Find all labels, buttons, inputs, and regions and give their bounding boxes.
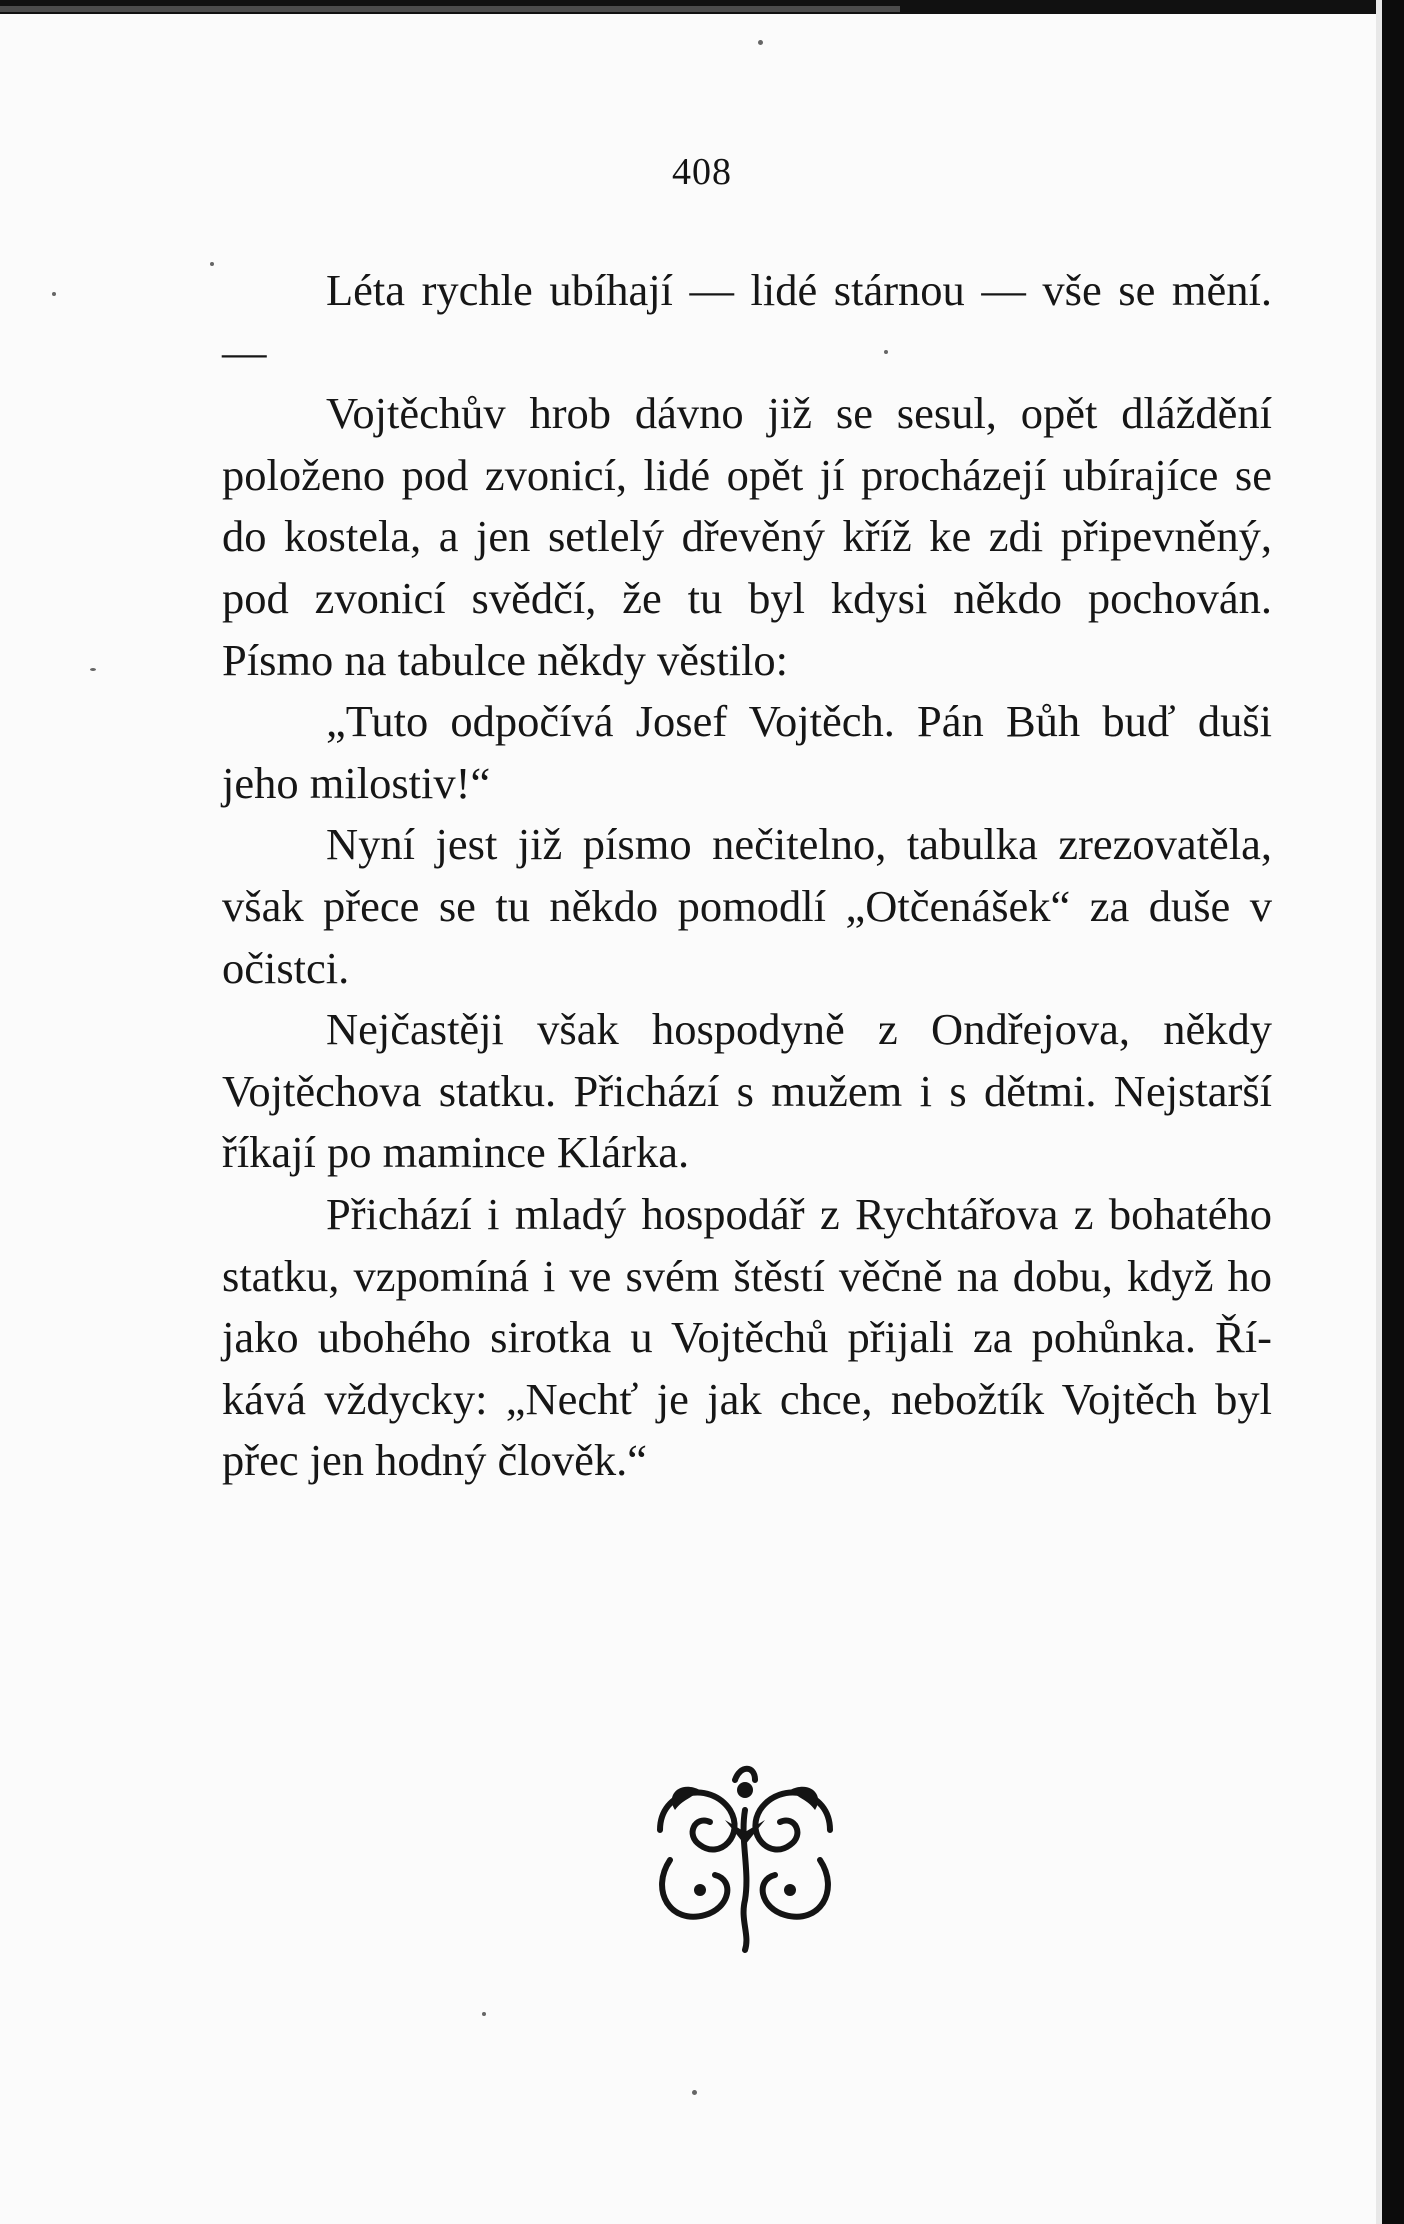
scan-speck [758,40,763,45]
paragraph-2: Vojtěchův hrob dávno již se sesul, opět dláždění položeno pod zvonicí, lidé opět jí procházejí ubírajíce se do kostela, a jen setlelý dřevěný kříž ke zdi připevněný, pod zvonicí svědčí, že tu byl kdysi někdo pochován. Písmo na tabulce někdy věstilo: [222,388,1272,685]
body-text [222,260,1272,1492]
page-number: 408 [672,151,732,193]
scan-top-edge-shade [0,6,900,12]
floral-vignette-icon [640,1750,850,1960]
paragraph-3: „Tuto odpočívá Josef Vojtěch. Pán Bůh buď duši jeho milostiv!“ [222,696,1272,808]
scan-speck [692,2090,697,2095]
paragraph-5: Nejčastěji však hospodyně z Ondřejova, někdy Vojtěchova statku. Přichází s mužem i s dětmi. Nejstarší říkají po mamince Klárka. [222,1004,1272,1178]
scan-speck [90,668,96,671]
paragraph-4: Nyní jest již písmo nečitelno, tabulka zrezovatěla, však přece se tu někdo pomodlí „Otčenášek“ za duše v očistci. [222,819,1272,993]
scan-speck [52,292,56,296]
scan-right-edge [1382,0,1404,2224]
scan-speck [210,262,214,266]
scan-speck [482,2012,486,2016]
paragraph-6: Přichází i mladý hospodář z Rychtářova z bohatého statku, vzpomíná i ve svém štěstí věčně na dobu, když ho jako ubohého sirotka u Vojtěchů přijali za pohůnka. Říkává vždycky: „Nechť je jak chce, nebožtík Vojtěch byl přec jen hodný člověk.“ [222,1188,1272,1486]
paragraph-1: Léta rychle ubíhají — lidé stárnou — vše se mění. — [222,265,1272,377]
